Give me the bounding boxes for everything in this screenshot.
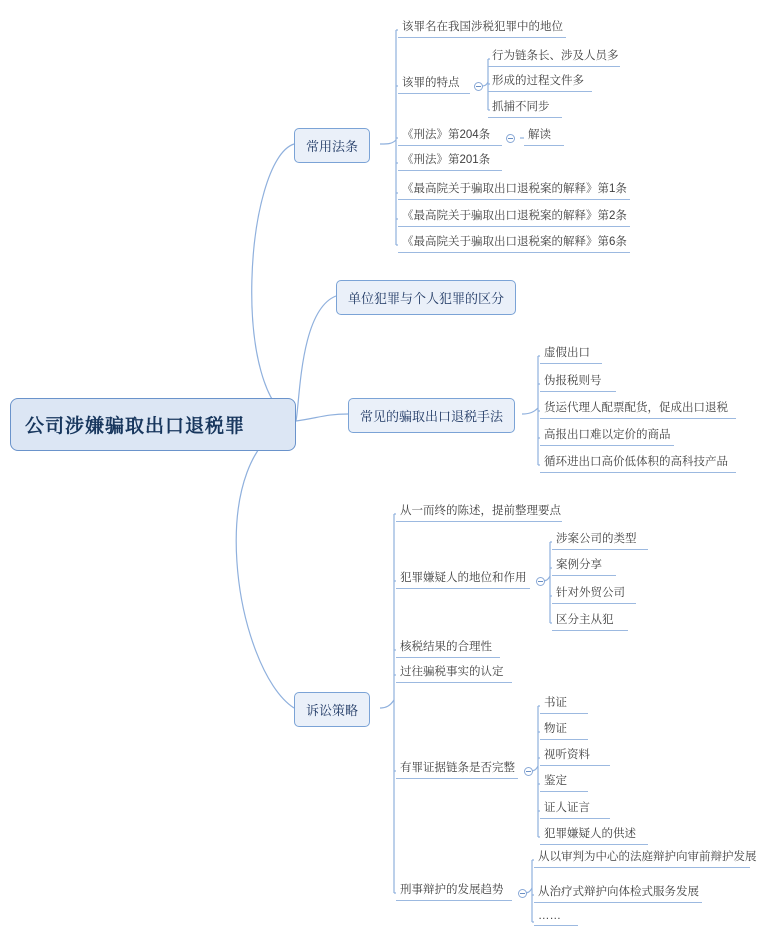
leaf-node-guochengwenjian[interactable]: 形成的过程文件多	[488, 70, 592, 92]
root-node[interactable]: 公司涉嫌骗取出口退税罪	[10, 398, 296, 451]
leaf-node-gaobaochukou[interactable]: 高报出口难以定价的商品	[540, 424, 674, 446]
edge-susong-trunk	[380, 700, 394, 708]
leaf-node-zhengjuliantiao[interactable]: 有罪证据链条是否完整	[396, 757, 518, 779]
collapse-toggle-zhengjuliantiao[interactable]	[524, 767, 533, 776]
branch-node-susongcelve[interactable]: 诉讼策略	[294, 692, 370, 727]
leaf-node-tedian[interactable]: 该罪的特点	[398, 72, 470, 94]
leaf-node-xingfa201[interactable]: 《刑法》第201条	[398, 149, 502, 171]
leaf-node-jieshi-1[interactable]: 《最高院关于骗取出口退税案的解释》第1条	[398, 178, 630, 200]
leaf-node-weibaoshuize[interactable]: 伪报税则号	[540, 370, 616, 392]
leaf-node-shenpanzhongxin[interactable]: 从以审判为中心的法庭辩护向审前辩护发展	[534, 846, 750, 868]
leaf-node-huoyundaili[interactable]: 货运代理人配票配货，促成出口退税	[540, 397, 736, 419]
leaf-node-zhengrenzhengyan[interactable]: 证人证言	[540, 797, 610, 819]
branch-node-danweifanzui[interactable]: 单位犯罪与个人犯罪的区分	[336, 280, 516, 315]
collapse-toggle-tedian[interactable]	[474, 82, 483, 91]
collapse-toggle-bianhuqushi[interactable]	[518, 889, 527, 898]
collapse-toggle-diweizuoyong[interactable]	[536, 577, 545, 586]
leaf-node-xianyirengongshu[interactable]: 犯罪嫌疑人的供述	[540, 823, 648, 845]
edge-root-to-falv	[252, 144, 296, 421]
edge-root-to-shoufa	[296, 414, 348, 421]
branch-node-changjianshoufa[interactable]: 常见的骗取出口退税手法	[348, 398, 515, 433]
leaf-node-jieshi-6[interactable]: 《最高院关于骗取出口退税案的解释》第6条	[398, 231, 630, 253]
leaf-node-jiedu[interactable]: 解读	[524, 124, 564, 146]
leaf-node-bianhuqushi[interactable]: 刑事辩护的发展趋势	[396, 879, 512, 901]
leaf-node-xingweiliantiao[interactable]: 行为链条长、涉及人员多	[488, 45, 620, 67]
leaf-node-wuzheng[interactable]: 物证	[540, 718, 588, 740]
edge-shoufa-trunk	[522, 408, 538, 414]
leaf-node-xunhuanjinchukou[interactable]: 循环进出口高价低体积的高科技产品	[540, 451, 736, 473]
edge-falv-trunk	[380, 140, 396, 144]
leaf-node-heshuijieguo[interactable]: 核税结果的合理性	[396, 636, 500, 658]
leaf-node-chenshu[interactable]: 从一而终的陈述，提前整理要点	[396, 500, 562, 522]
leaf-node-xingfa204[interactable]: 《刑法》第204条	[398, 124, 502, 146]
leaf-node-zhucongfan[interactable]: 区分主从犯	[552, 609, 628, 631]
leaf-node-guowangpianshui[interactable]: 过往骗税事实的认定	[396, 661, 512, 683]
leaf-node-zhiliaoshi[interactable]: 从治疗式辩护向体检式服务发展	[534, 881, 702, 903]
leaf-node-anlifenxiang[interactable]: 案例分享	[552, 554, 616, 576]
edge-root-to-danwei	[296, 296, 336, 421]
leaf-node-shuzheng[interactable]: 书证	[540, 692, 588, 714]
leaf-node-shitingziliao[interactable]: 视听资料	[540, 744, 610, 766]
leaf-node-waimaogongsi[interactable]: 针对外贸公司	[552, 582, 636, 604]
edge-root-to-susong	[236, 421, 296, 708]
branch-node-changyongfatiao[interactable]: 常用法条	[294, 128, 370, 163]
leaf-node-sheangongsileixing[interactable]: 涉案公司的类型	[552, 528, 648, 550]
leaf-node-ellipsis[interactable]: ……	[534, 908, 578, 926]
leaf-node-zhuabu[interactable]: 抓捕不同步	[488, 96, 562, 118]
leaf-node-diwei[interactable]: 该罪名在我国涉税犯罪中的地位	[398, 16, 566, 38]
leaf-node-jieshi-2[interactable]: 《最高院关于骗取出口退税案的解释》第2条	[398, 205, 630, 227]
collapse-toggle-xingfa204[interactable]	[506, 134, 515, 143]
leaf-node-xujiachukou[interactable]: 虚假出口	[540, 342, 602, 364]
leaf-node-jianding[interactable]: 鉴定	[540, 770, 588, 792]
leaf-node-diweizuoyong[interactable]: 犯罪嫌疑人的地位和作用	[396, 567, 530, 589]
